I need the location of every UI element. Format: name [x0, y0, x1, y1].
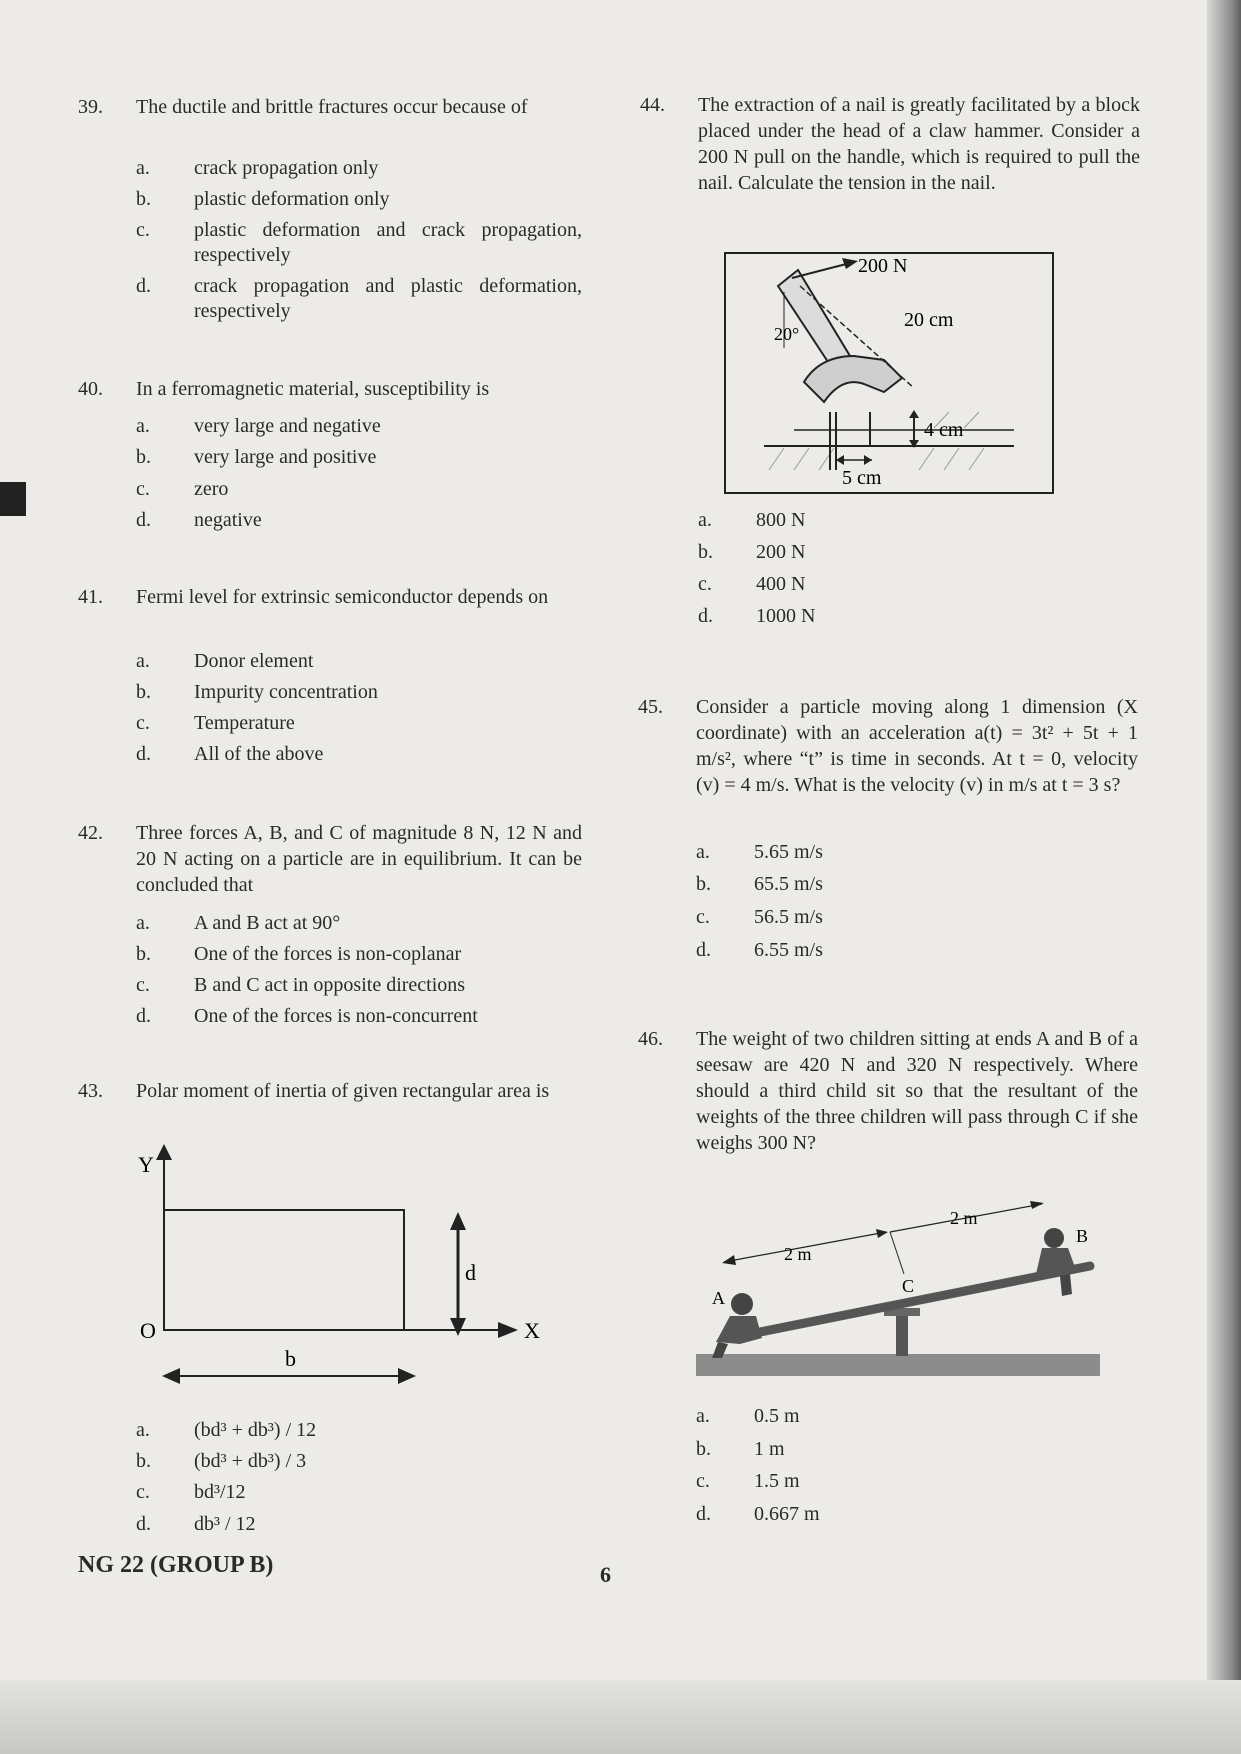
x-axis-arrow: [498, 1322, 518, 1338]
point-c-label: C: [902, 1276, 915, 1296]
paper-code: NG 22 (GROUP B): [78, 1552, 274, 1578]
margin-tab-mark: [0, 482, 26, 516]
rectangle-area: [164, 1210, 404, 1330]
scan-bottom-band: [0, 1680, 1241, 1754]
question-number: 45.: [638, 696, 663, 718]
block-height-label: 4 cm: [924, 419, 964, 441]
claw-hammer-figure: [724, 252, 1054, 494]
origin-label: O: [140, 1318, 156, 1343]
question-number: 46.: [638, 1028, 663, 1050]
force-label: 200 N: [858, 255, 908, 277]
question-text: Polar moment of inertia of given rectangular area is: [136, 1080, 550, 1102]
question-number: 41.: [78, 586, 103, 608]
hammer-head: [804, 356, 902, 402]
offset-label: 5 cm: [842, 467, 882, 489]
seesaw-figure: [690, 1192, 1100, 1382]
question-number: 42.: [78, 822, 103, 844]
page-number: 6: [600, 1562, 611, 1587]
child-b: [1036, 1228, 1076, 1296]
question-text: Fermi level for extrinsic semiconductor depends on: [136, 586, 549, 608]
rectangle-figure: [120, 1140, 560, 1400]
question-number: 39.: [78, 96, 103, 118]
hammer-handle: [778, 270, 850, 368]
question-text: The extraction of a nail is greatly facilitated by a block placed under the head of a claw hammer. Consider a 200 N pull on the handle, which is required to pull the nail. Calculate the tension in the nail.: [698, 94, 1140, 194]
right-distance-label: 2 m: [950, 1208, 978, 1228]
seesaw-pivot-post: [896, 1310, 908, 1356]
point-b-label: B: [1076, 1226, 1089, 1246]
force-arrow: [842, 258, 858, 269]
y-axis-label: Y: [138, 1152, 154, 1177]
ground-slab: [696, 1354, 1100, 1376]
point-a-label: A: [712, 1288, 725, 1308]
height-label: d: [465, 1260, 476, 1285]
question-number: 43.: [78, 1080, 103, 1102]
x-axis-label: X: [524, 1318, 540, 1343]
page-edge: [1207, 0, 1241, 1754]
angle-label: 20°: [774, 324, 800, 344]
question-text: Consider a particle moving along 1 dimension (X coordinate) with an acceleration a(t) = 3t² + 5t + 1 m/s², where “t” is time in seconds. At t = 0, velocity (v) = 4 m/s. What is the velocity (v) in m/s at t = 3 s?: [696, 696, 1138, 796]
question-number: 40.: [78, 378, 103, 400]
question-text: The ductile and brittle fractures occur because of: [136, 96, 528, 118]
question-text: The weight of two children sitting at ends A and B of a seesaw are 420 N and 320 N respectively. Where should a third child sit so that the resultant of the weights of the three children will pass through C if she weighs 300 N?: [696, 1028, 1138, 1154]
question-number: 44.: [640, 94, 665, 116]
y-axis-arrow: [156, 1144, 172, 1160]
width-label: b: [285, 1346, 296, 1371]
handle-length-label: 20 cm: [904, 309, 954, 331]
question-text: In a ferromagnetic material, susceptibility is: [136, 378, 490, 400]
left-distance-label: 2 m: [784, 1244, 812, 1264]
question-text: Three forces A, B, and C of magnitude 8 N, 12 N and 20 N acting on a particle are in equilibrium. It can be concluded that: [136, 822, 582, 896]
